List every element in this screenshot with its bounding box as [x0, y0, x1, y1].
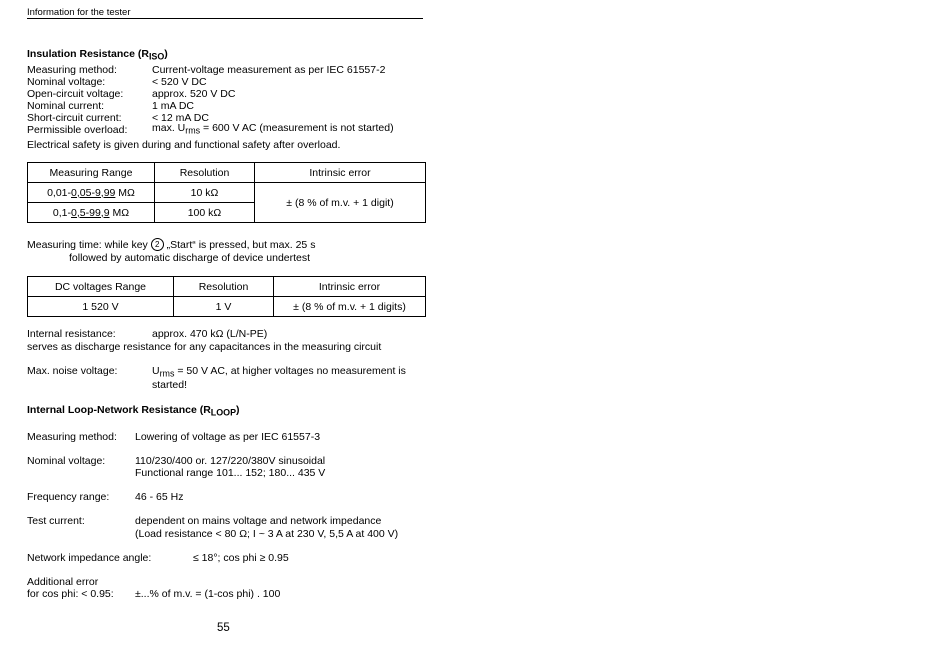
- table-header: DC voltages Range: [28, 277, 174, 297]
- riso-spec-row: Measuring method:: [27, 64, 117, 76]
- rloop-additional-label-cont: for cos phi: < 0.95:: [27, 588, 114, 600]
- riso-safety-note: Electrical safety is given during and functional safety after overload.: [27, 139, 341, 151]
- table-cell: 1 V: [174, 297, 274, 317]
- riso-spec-value: < 520 V DC: [152, 76, 207, 88]
- rloop-current-detail: (Load resistance < 80 Ω; I ~ 3 A at 230 V, 5,5 A at 400 V): [135, 528, 399, 540]
- rloop-angle-label: Network impedance angle:: [27, 552, 152, 564]
- rloop-additional-value: ±...% of m.v. = (1-cos phi) . 100: [135, 588, 281, 600]
- rloop-current-label: Test current:: [27, 515, 85, 527]
- riso-spec-row: Nominal voltage:: [27, 76, 106, 88]
- riso-discharge-text: followed by automatic discharge of device undertest: [69, 252, 311, 264]
- discharge-note: serves as discharge resistance for any capacitances in the measuring circuit: [27, 341, 382, 353]
- riso-overload-label: Permissible overload:: [27, 124, 128, 136]
- riso-heading: Insulation Resistance $(R_{ISO})$: [27, 48, 168, 62]
- table-cell: 10 kΩ: [155, 183, 255, 203]
- rloop-angle-value: ≤ 18°; cos phi ≥ 0.95: [193, 552, 289, 564]
- table-cell: ± (8 % of m.v. + 1 digit): [255, 183, 426, 223]
- table-cell: 0,1-0,5-99,9 MΩ: [28, 203, 155, 223]
- internal-resistance-label: Internal resistance:: [27, 328, 116, 340]
- noise-voltage-value: $U_{rms} = 50$ V AC, at higher voltages no measurement is: [152, 365, 406, 379]
- table-cell: ± (8 % of m.v. + 1 digits): [274, 297, 426, 317]
- table-header: Intrinsic error: [255, 163, 426, 183]
- rloop-heading: Internal Loop-Network Resistance $(R_{LOOP})$: [27, 404, 240, 418]
- riso-overload-value: max. $U_{rms} = 600$ V AC (measurement is not started): [152, 122, 394, 136]
- page-header-title: Information for the tester: [27, 7, 131, 18]
- rloop-method-label: Measuring method:: [27, 431, 117, 443]
- riso-spec-value: Current-voltage measurement as per IEC 61557-2: [152, 64, 386, 76]
- rloop-frequency-label: Frequency range:: [27, 491, 110, 503]
- rloop-nominal-label: Nominal voltage:: [27, 455, 106, 467]
- riso-spec-value: < 12 mA DC: [152, 112, 209, 124]
- dc-voltage-table: [27, 276, 426, 317]
- header-rule: [27, 18, 423, 19]
- table-cell: 1 520 V: [28, 297, 174, 317]
- riso-range-table: [27, 162, 426, 223]
- table-cell: 100 kΩ: [155, 203, 255, 223]
- internal-resistance-value: approx. 470 kΩ (L/N-PE): [152, 328, 268, 340]
- rloop-frequency-value: 46 - 65 Hz: [135, 491, 184, 503]
- riso-spec-row: Open-circuit voltage:: [27, 88, 124, 100]
- table-header: Measuring Range: [28, 163, 155, 183]
- page-number: 55: [217, 622, 230, 634]
- key-2-icon: 2: [151, 238, 164, 251]
- riso-spec-value: approx. 520 V DC: [152, 88, 236, 100]
- rloop-nominal-range: Functional range 101... 152; 180... 435 V: [135, 467, 326, 479]
- riso-spec-row: Nominal current:: [27, 100, 105, 112]
- rloop-additional-label: Additional error: [27, 576, 99, 588]
- rloop-nominal-value: 110/230/400 or. 127/220/380V sinusoidal: [135, 455, 326, 467]
- riso-spec-value: 1 mA DC: [152, 100, 195, 112]
- riso-spec-row: Short-circuit current:: [27, 112, 122, 124]
- table-cell: 0,01-0,05-9,99 MΩ: [28, 183, 155, 203]
- riso-measuring-time: Measuring time: while key 2 „Start“ is pressed, but max. 25 s: [27, 239, 316, 251]
- noise-voltage-value-cont: started!: [152, 379, 188, 391]
- rloop-current-value: dependent on mains voltage and network impedance: [135, 515, 382, 527]
- table-header: Resolution: [174, 277, 274, 297]
- rloop-method-value: Lowering of voltage as per IEC 61557-3: [135, 431, 321, 443]
- table-header: Intrinsic error: [274, 277, 426, 297]
- table-header: Resolution: [155, 163, 255, 183]
- noise-voltage-label: Max. noise voltage:: [27, 365, 118, 377]
